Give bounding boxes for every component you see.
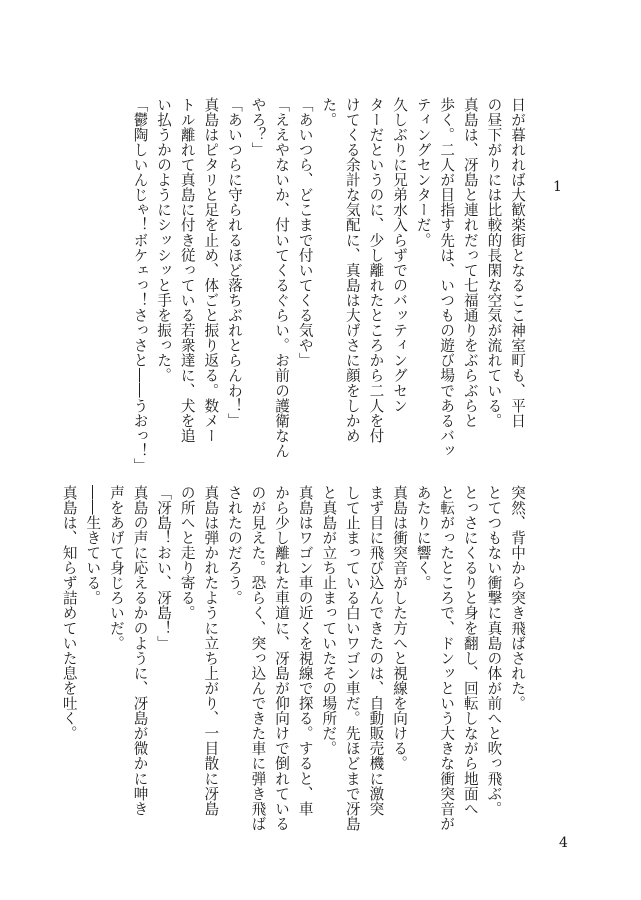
text-line: あたりに響く。 xyxy=(414,485,432,591)
text-line: 「ええやないか、付いてくるぐらい。お前の護衛なん xyxy=(273,97,291,459)
page-number: 4 xyxy=(559,835,568,851)
text-line: 久しぶりに兄弟水入らずでのバッティングセン xyxy=(391,97,409,414)
upper-text-block xyxy=(128,97,529,474)
text-line: 真島は、知らず詰めていた息を吐く。 xyxy=(60,485,78,741)
text-line: 日が暮れれば大歓楽街となるここ神室町も、平日 xyxy=(509,97,526,429)
text-line: 真島はピタリと足を止め、体ごと振り返る。数メー xyxy=(202,97,220,444)
text-line: 真島はワゴン車の近くを視線で探る。すると、車 xyxy=(296,485,314,817)
text-line: して止まっている白いワゴン車だ。先ほどまで冴島 xyxy=(343,485,361,832)
text-line: 「あいつらに守られるほど落ちぶれとらんわ！」 xyxy=(225,97,243,429)
text-line: の所へと走り寄る。 xyxy=(178,485,196,621)
lower-text-block xyxy=(57,485,529,832)
text-line: 歩く。二人が目指す先は、いつもの遊び場であるバッ xyxy=(438,97,456,459)
text-line: やろ？」 xyxy=(249,97,267,158)
text-line: 真島は衝突音がした方へと視線を向ける。 xyxy=(391,485,409,771)
text-line: と転がったところで、ドンッという大きな衝突音が xyxy=(438,485,456,832)
text-line: 声をあげて身じろいだ。 xyxy=(107,485,125,651)
text-line: まず目に飛び込んできたのは、自動販売機に激突 xyxy=(367,485,385,817)
text-line: されたのだろう。 xyxy=(225,485,243,606)
text-line: けてくる余計な気配に、真島は大げさに顔をしかめ xyxy=(343,97,361,444)
text-line: ティングセンターだ。 xyxy=(414,97,432,248)
text-line: トル離れて真島に付き従っている若衆達に、犬を追 xyxy=(178,97,196,444)
text-line: から少し離れた車道に、冴島が仰向けで倒れている xyxy=(273,485,291,832)
text-line: とてつもない衝撃に真島の体が前へと吹っ飛ぶ。 xyxy=(485,485,503,817)
text-line: た。 xyxy=(320,97,338,128)
text-line: ターだというのに、少し離れたところから二人を付 xyxy=(367,97,385,444)
text-line: ――生きている。 xyxy=(84,485,102,606)
text-line: 突然、背中から突き飛ばされた。 xyxy=(509,485,526,711)
text-line: 「鬱陶しいんじゃ！ボケェっ！さっさと――うおっ！」 xyxy=(131,97,149,474)
text-line: い払うかのようにシッシッと手を振った。 xyxy=(155,97,173,383)
text-line: の昼下がりには比較的長閑な空気が流れている。 xyxy=(485,97,503,429)
text-line: 「冴島！おい、冴島！」 xyxy=(155,485,173,651)
text-line: 「あいつら、どこまで付いてくる気や」 xyxy=(296,97,314,368)
text-line: とっさにくるりと身を翻し、回転しながら地面へ xyxy=(461,485,479,817)
text-line: 真島は、冴島と連れだって七福通りをぶらぶらと xyxy=(461,97,479,429)
text-line: 真島は弾かれたように立ち上がり、一目散に冴島 xyxy=(202,485,220,817)
text-line: と真島が立ち止まっていたその場所だ。 xyxy=(320,485,338,756)
text-line: 真島の声に応えるかのように、冴島が微かに呻き xyxy=(131,485,149,817)
text-line: のが見えた。恐らく、突っ込んできた車に弾き飛ば xyxy=(249,485,267,832)
chapter-number: 1 xyxy=(553,179,562,195)
